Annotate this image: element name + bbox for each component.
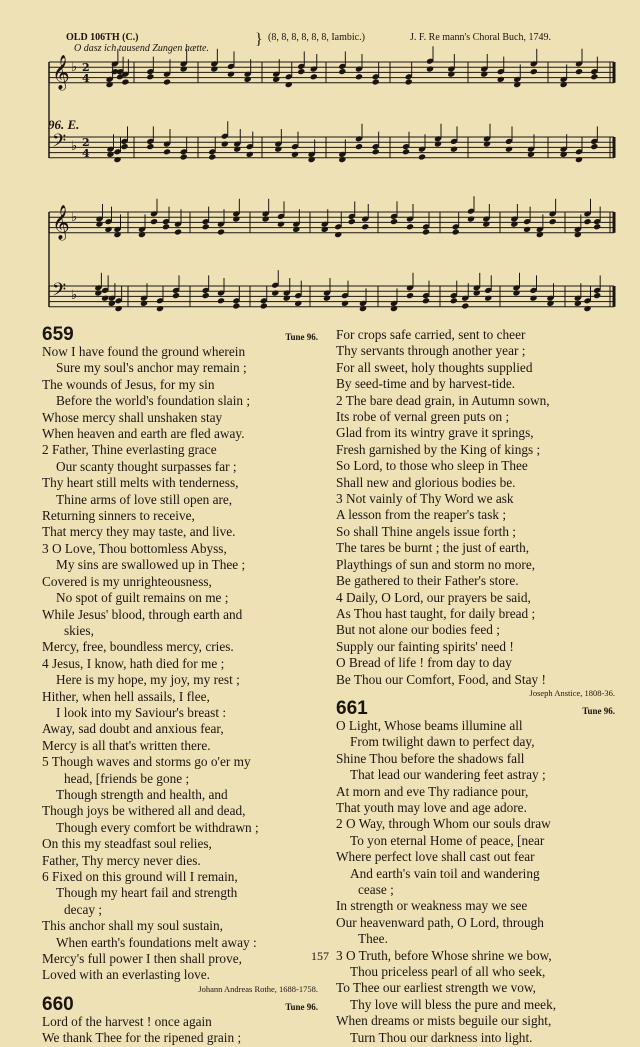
hymn-661-heading <box>336 699 615 718</box>
verse-line: Though my heart fail and strength <box>56 885 238 901</box>
note-head <box>467 215 475 222</box>
note-head <box>549 218 557 225</box>
note-head <box>529 295 537 302</box>
verse-line: We thank Thee for the ripened grain ; <box>42 1030 242 1046</box>
verse-line: That lead our wandering feet astray ; <box>350 767 546 783</box>
note-head <box>217 297 225 304</box>
note-head <box>461 302 469 309</box>
verse-line: Supply our fainting spirits' need ! <box>336 638 514 654</box>
note-head <box>450 297 458 304</box>
note-head <box>156 305 164 312</box>
note-head <box>113 156 121 163</box>
note-head <box>402 148 410 155</box>
verse-line: Our scanty thought surpasses far ; <box>56 458 237 474</box>
note-head <box>321 226 329 233</box>
note-head <box>583 218 591 225</box>
note-head <box>482 221 490 228</box>
note-head <box>593 292 601 299</box>
note-head <box>294 300 302 307</box>
verse-line: But not alone our bodies feed ; <box>336 622 500 638</box>
verse-line: Be gathered to their Father's store. <box>336 573 519 589</box>
hymn-659-heading <box>42 325 318 344</box>
verse-line: Its robe of vernal green puts on ; <box>336 409 510 425</box>
verse-line: Turn Thou our darkness into light. <box>350 1029 533 1045</box>
verse-line: Though every comfort be withdrawn ; <box>56 819 259 835</box>
hymn-attribution: Joseph Anstice, 1808-36. <box>529 687 615 698</box>
verse-line: skies, <box>64 622 94 638</box>
verse-line: 2 Father, Thine everlasting grace <box>42 442 217 458</box>
verse-line: I look into my Saviour's breast : <box>56 704 227 720</box>
verse-line: A lesson from the reaper's task ; <box>336 507 507 523</box>
verse-line: Thy heart still melts with tenderness, <box>42 475 239 491</box>
verse-line: Hither, when hell assails, I flee, <box>42 688 210 704</box>
note-head <box>120 143 128 150</box>
verse-line: As Thou hast taught, for daily bread ; <box>336 605 536 621</box>
note-head <box>210 65 218 72</box>
verse-line: From twilight dawn to perfect day, <box>350 734 535 750</box>
verse-line: cease ; <box>358 882 394 897</box>
note-head <box>217 228 225 235</box>
verse-line: Now I have found the ground wherein <box>42 344 246 359</box>
verse-line: Father, Thy mercy never dies. <box>42 852 201 868</box>
note-head <box>174 228 182 235</box>
verse-line: Thy servants through another year ; <box>336 343 526 359</box>
music-score <box>0 0 640 330</box>
note-head <box>163 148 171 155</box>
note-head <box>590 73 598 80</box>
time-signature-bottom: 4 <box>82 72 90 85</box>
note-head <box>140 300 148 307</box>
verse-line: Thine arms of love still open are, <box>56 491 233 507</box>
note-head <box>95 221 103 228</box>
note-head <box>593 223 601 230</box>
verse-line: 3 O Truth, before Whose shrine we bow, <box>336 947 552 963</box>
verse-line: When heaven and earth are fled away. <box>42 426 245 442</box>
note-head <box>355 143 363 150</box>
note-head <box>372 78 380 85</box>
note-head <box>232 302 240 309</box>
note-head <box>422 228 430 235</box>
verse-line: The wounds of Jesus, for my sin <box>42 376 215 392</box>
note-head <box>341 300 349 307</box>
verse-line: My sins are swallowed up in Thee ; <box>56 557 246 573</box>
column-right <box>336 327 615 1046</box>
note-head <box>297 68 305 75</box>
note-head <box>180 153 188 160</box>
note-head <box>473 289 481 296</box>
verse-line: Our heavenward path, O Lord, through <box>336 914 544 930</box>
tune-ref: Tune 96. <box>285 1001 318 1012</box>
note-head <box>323 295 331 302</box>
verse-line: 4 Daily, O Lord, our prayers be said, <box>336 589 531 605</box>
note-head <box>180 65 188 72</box>
hymn-attribution: Johann Andreas Rothe, 1688-1758. <box>198 983 318 994</box>
verse-line: Mercy, free, boundless mercy, cries. <box>42 639 234 655</box>
verse-line: Away, sad doubt and anxious fear, <box>42 721 224 737</box>
flat-sign-icon: ♭ <box>71 60 78 75</box>
note-head <box>227 71 235 78</box>
header-brace: } <box>255 31 263 48</box>
note-head <box>505 146 513 153</box>
note-head <box>359 305 367 312</box>
note-head <box>390 305 398 312</box>
note-head <box>447 71 455 78</box>
note-head <box>422 297 430 304</box>
note-head <box>146 73 154 80</box>
note-head <box>208 153 216 160</box>
note-head <box>406 223 414 230</box>
verse-line: 2 O Way, through Whom our souls draw <box>336 816 551 832</box>
note-head <box>283 295 291 302</box>
verse-line: Mercy is all that's written there. <box>42 737 211 753</box>
verse-line: Fresh garnished by the King of kings ; <box>336 441 541 457</box>
verse-line: O Light, Whose beams illumine all <box>336 717 523 733</box>
note-head <box>202 292 210 299</box>
verse-line: When dreams or mists beguile our sight, <box>336 1013 552 1029</box>
note-head <box>101 295 109 302</box>
verse-line: Lord of the harvest ! once again <box>42 1013 212 1029</box>
note-head <box>106 81 114 88</box>
verse-line: Whose mercy shall unshaken stay <box>42 409 223 425</box>
hymn-659-verses <box>42 344 318 984</box>
note-head <box>272 76 280 83</box>
verse-line: To Thee our earliest strength we vow, <box>336 980 536 996</box>
note-head <box>202 223 210 230</box>
verse-line: So shall Thine angels issue forth ; <box>336 523 516 539</box>
note-head <box>560 151 568 158</box>
note-head <box>277 221 285 228</box>
verse-line: Thou priceless pearl of all who seek, <box>350 964 546 980</box>
bass-clef-icon: 𝄢 <box>52 131 67 156</box>
note-head <box>150 218 158 225</box>
verse-line: Be Thou our Comfort, Food, and Stay ! <box>336 671 546 687</box>
tune-ref: Tune 96. <box>285 332 318 342</box>
note-head <box>560 81 568 88</box>
note-head <box>523 226 531 233</box>
tune-source: J. F. Re mann's Choral Buch, 1749. <box>410 32 551 43</box>
hymn-number: 661 <box>336 697 368 719</box>
verse-line: 4 Jesus, I know, hath died for me ; <box>42 655 225 671</box>
note-head <box>115 305 123 312</box>
verse-line: By seed-time and by harvest-tide. <box>336 376 516 392</box>
note-head <box>405 78 413 85</box>
note-head <box>338 68 346 75</box>
note-head <box>274 146 282 153</box>
verse-line: Returning sinners to receive, <box>42 508 195 524</box>
note-head <box>232 215 240 222</box>
verse-line: At morn and eve Thy radiance pour, <box>336 783 529 799</box>
treble-clef-icon: 𝄞 <box>52 205 70 240</box>
time-signature-top: 2 <box>82 61 90 74</box>
verse-line: Though joys be withered all and dead, <box>42 803 246 819</box>
hymn-number: 660 <box>42 993 74 1015</box>
note-head <box>426 65 434 72</box>
verse-line: Shall new and glorious bodies be. <box>336 474 516 490</box>
verse-line: decay ; <box>64 901 103 917</box>
note-head <box>348 218 356 225</box>
bass-clef-icon: 𝄢 <box>52 280 67 305</box>
treble-clef-icon: 𝄞 <box>52 55 70 90</box>
verse-line: And earth's vain toil and wandering <box>350 865 540 881</box>
note-head <box>546 300 554 307</box>
verse-line: Glad from its wintry grave it springs, <box>336 425 534 441</box>
note-head <box>113 231 121 238</box>
page-number: 157 <box>311 949 329 963</box>
verse-line: Where perfect love shall cast out fear <box>336 849 535 865</box>
verse-line: When earth's foundations melt away : <box>56 934 257 950</box>
note-head <box>483 140 491 147</box>
note-head <box>292 226 300 233</box>
verse-line: Mercy's full power I then shall prove, <box>42 951 242 967</box>
column-left <box>42 325 318 1047</box>
note-head <box>513 81 521 88</box>
verse-line: No spot of guilt remains on me ; <box>56 590 229 606</box>
note-head <box>536 231 544 238</box>
verse-line: While Jesus' blood, through earth and <box>42 606 243 622</box>
hymn-661-verses <box>336 718 615 1046</box>
verse-line: head, [friends be gone ; <box>64 770 190 786</box>
german-title: O dasz ich tausend Zungen hætte. <box>74 43 209 54</box>
verse-line: That mercy they may taste, and live. <box>42 524 236 540</box>
meter: (8, 8, 8, 8, 8, 8, Iambic.) <box>268 32 365 43</box>
note-head <box>233 146 241 153</box>
note-head <box>334 231 342 238</box>
verse-line: Sure my soul's anchor may remain ; <box>56 360 247 376</box>
note-head <box>172 292 180 299</box>
time-signature-bottom: 4 <box>82 147 90 160</box>
verse-line: 5 Though waves and storms go o'er my <box>42 754 251 770</box>
note-head <box>108 300 116 307</box>
note-head <box>406 292 414 299</box>
verse-line: The tares be burnt ; the just of earth, <box>336 540 530 556</box>
verse-line: This anchor shall my soul sustain, <box>42 918 223 934</box>
tune-name: OLD 106TH (C.) <box>66 32 139 43</box>
verse-line: Loved with an everlasting love. <box>42 967 211 983</box>
verse-line: So Lord, to those who sleep in Thee <box>336 458 528 474</box>
note-head <box>372 148 380 155</box>
verse-line: Before the world's foundation slain ; <box>56 393 251 409</box>
note-head <box>497 76 505 83</box>
note-head <box>308 156 316 163</box>
note-head <box>361 223 369 230</box>
flat-sign-icon: ♭ <box>71 288 78 303</box>
verse-line: That youth may love and age adore. <box>336 799 527 815</box>
note-head <box>583 305 591 312</box>
verse-line: 3 O Love, Thou bottomless Abyss, <box>42 540 227 556</box>
note-head <box>271 289 279 296</box>
verse-line: Here is my hope, my joy, my rest ; <box>56 672 240 688</box>
note-head <box>355 73 363 80</box>
verse-line: Shine Thou before the shadows fall <box>336 750 525 766</box>
verse-line: O Bread of life ! from day to day <box>336 655 512 671</box>
note-head <box>480 71 488 78</box>
note-head <box>418 153 426 160</box>
note-head <box>260 302 268 309</box>
verse-line: To yon eternal Home of peace, [near <box>350 832 545 848</box>
note-head <box>146 143 154 150</box>
note-head <box>590 143 598 150</box>
note-head <box>163 78 171 85</box>
verse-line: On this my steadfast soul relies, <box>42 836 212 852</box>
hymn-660-verses-start <box>42 1014 318 1047</box>
note-head <box>106 151 114 158</box>
note-head <box>575 68 583 75</box>
verse-line: In strength or weakness may we see <box>336 898 528 914</box>
verse-line: For crops safe carried, sent to cheer <box>336 327 526 342</box>
note-head <box>510 221 518 228</box>
note-head <box>162 223 170 230</box>
tune-ref: Tune 96. <box>582 705 615 716</box>
verse-line: 3 Not vainly of Thy Word we ask <box>336 491 514 507</box>
verse-line: Thee. <box>358 931 388 947</box>
note-head <box>244 76 252 83</box>
note-head <box>221 140 229 147</box>
note-head <box>291 151 299 158</box>
note-head <box>434 140 442 147</box>
note-head <box>104 226 112 233</box>
note-head <box>575 156 583 163</box>
verse-line: 6 Fixed on this ground will I remain, <box>42 869 238 884</box>
note-head <box>512 289 520 296</box>
flat-sign-icon: ♭ <box>71 210 78 225</box>
tune-label: 96. E. <box>48 117 80 132</box>
note-head <box>484 295 492 302</box>
note-head <box>530 68 538 75</box>
verse-line: 2 The bare dead grain, in Autumn sown, <box>336 392 550 408</box>
note-head <box>285 81 293 88</box>
note-head <box>94 289 102 296</box>
hymn-number: 659 <box>42 324 74 345</box>
flat-sign-icon: ♭ <box>71 139 78 154</box>
note-head <box>310 73 318 80</box>
note-head <box>390 218 398 225</box>
note-head <box>574 231 582 238</box>
hymn-660-heading <box>42 995 318 1014</box>
time-signature-top: 2 <box>82 136 90 149</box>
verse-line: Playthings of sun and storm no more, <box>336 556 536 572</box>
note-head <box>338 156 346 163</box>
verse-line: For all sweet, holy thoughts supplied <box>336 359 533 375</box>
verse-line: Though strength and health, and <box>56 786 228 802</box>
note-head <box>527 151 535 158</box>
note-head <box>121 78 129 85</box>
note-head <box>262 215 270 222</box>
note-head <box>574 300 582 307</box>
verse-line: Thy love will bless the pure and meek, <box>350 996 557 1012</box>
note-head <box>452 228 460 235</box>
hymn-660-verses-cont <box>336 327 615 688</box>
note-head <box>138 231 146 238</box>
note-head <box>246 151 254 158</box>
note-head <box>450 146 458 153</box>
verse-line: Covered is my unrighteousness, <box>42 573 212 589</box>
